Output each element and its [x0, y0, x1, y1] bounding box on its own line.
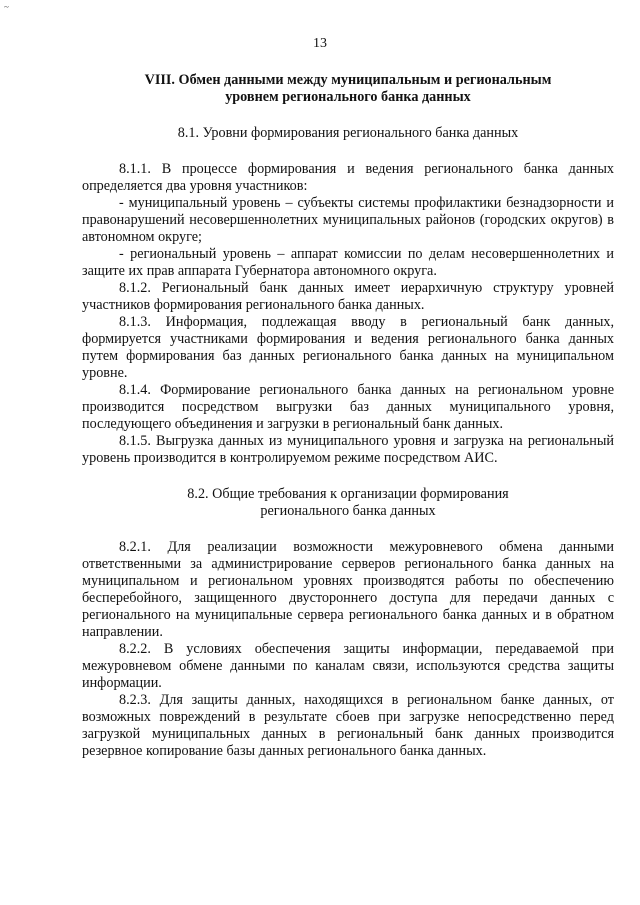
subsection-title-8-1: 8.1. Уровни формирования регионального банка данных	[177, 125, 519, 141]
paragraph-8-1-2: 8.1.2. Региональный банк данных имеет иерархичную структуру уровней участников формирования регионального банка данных.	[82, 280, 614, 313]
subsection-title-8-2-line-2: регионального банка данных	[260, 503, 436, 519]
paragraph-8-1-4: 8.1.4. Формирование регионального банка данных на региональном уровне производится посредством выгрузки баз данных муниципального уровня, последующего объединения и загрузки в региональный банк данных.	[82, 382, 614, 432]
section-title-line-1: VIII. Обмен данными между муниципальным и региональным	[144, 72, 552, 88]
paragraph-8-1-3: 8.1.3. Информация, подлежащая вводу в региональный банк данных, формируется участниками формирования и ведения регионального банка данных путем формирования баз данных регионального банка данных на муниципальном уровне.	[82, 314, 614, 381]
page-number: 13	[313, 36, 327, 51]
paragraph-8-1-1-municipal: - муниципальный уровень – субъекты системы профилактики безнадзорности и правонарушений несовершеннолетних муниципальных районов (городских округов) в автономном округе;	[82, 195, 614, 245]
paragraph-8-1-5: 8.1.5. Выгрузка данных из муниципального уровня и загрузка на региональный уровень производится в контролируемом режиме посредством АИС.	[82, 433, 614, 466]
section-title-line-2: уровнем регионального банка данных	[225, 89, 471, 105]
paragraph-8-2-1: 8.2.1. Для реализации возможности межуровневого обмена данными ответственными за администрирование серверов регионального банка данных на муниципальном и региональном уровнях производятся работы по обеспечению бесперебойного, защищенного двустороннего доступа для передачи данных с регионального на муниципальные сервера регионального банка данных и в обратном направлении.	[82, 539, 614, 640]
paragraph-8-2-2: 8.2.2. В условиях обеспечения защиты информации, передаваемой при межуровневом обмене данными по каналам связи, используются средства защиты информации.	[82, 641, 614, 691]
document-content	[82, 72, 614, 760]
paragraph-8-2-3: 8.2.3. Для защиты данных, находящихся в региональном банке данных, от возможных повреждений в результате сбоев при загрузке непосредственно перед загрузкой муниципальных данных в региональный банк данных производится резервное копирование базы данных регионального банка данных.	[82, 692, 614, 759]
paragraph-8-1-1: 8.1.1. В процессе формирования и ведения регионального банка данных определяется два уровня участников:	[82, 161, 614, 194]
corner-mark: ~	[4, 2, 9, 12]
subsection-title-8-2-line-1: 8.2. Общие требования к организации формирования	[187, 486, 509, 502]
paragraph-8-1-1-regional: - региональный уровень – аппарат комиссии по делам несовершеннолетних и защите их прав аппарата Губернатора автономного округа.	[82, 246, 614, 279]
